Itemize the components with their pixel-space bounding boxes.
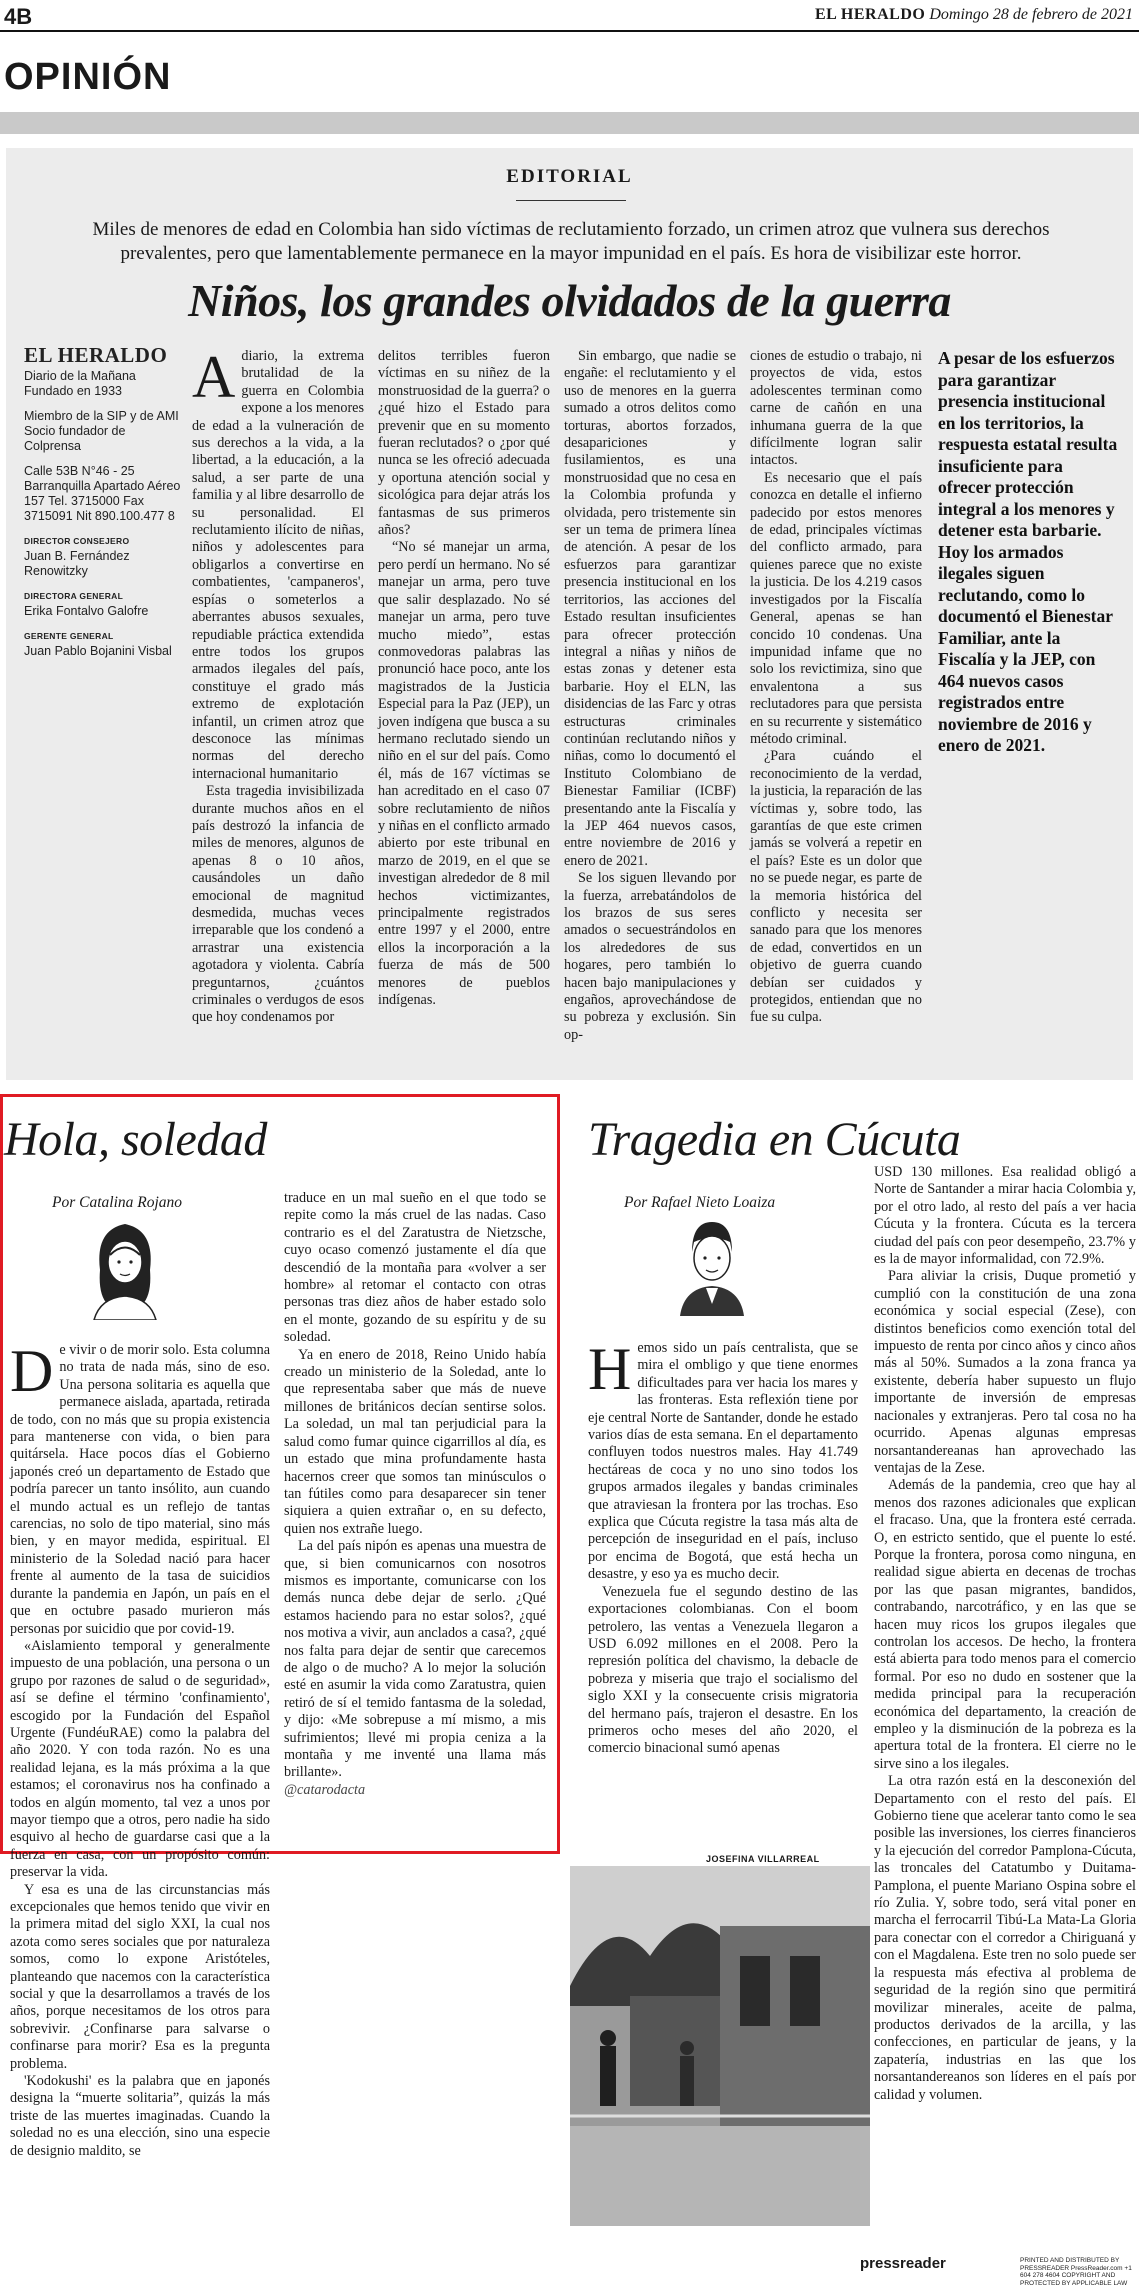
paper-name: EL HERALDO xyxy=(814,6,926,23)
editorial-body xyxy=(192,344,924,1068)
staff-address: Calle 53B N°46 - 25 Barranquilla Apartado Aéreo 157 Tel. 3715000 Fax 3715091 Nit 890.100.477 8 xyxy=(24,464,181,523)
editorial-column-3 xyxy=(564,348,736,1044)
column-paragraph: 'Kodokushi' es la palabra que en japonés designa la “muerte solitaria”, quizás la más triste de las muertes imaginadas. Cuando la soledad no es una elección, sino una especie de designio maldito, se xyxy=(10,2073,270,2159)
editorial-paragraph: Adiario, la extrema brutalidad de la guerra en Colombia expone a los menores de edad a la vulneración de sus derechos a la vida, a la libertad, a la educación, a la salud, a ser parte de una familia y al libre desarrollo de su personalidad. El reclutamiento ilícito de niñas, niños y adolescentes para obligarlos a convertirse en combatientes, 'campaneros', espías o someterlos a aberrantes abusos sexuales, repudiable práctica extendida entre todos los grupos armados ilegales del país, constituye el grado más extremo de explotación infantil, un crimen atroz que desconoce las mínimas normas del derecho internacional humanitario xyxy=(192,344,364,782)
masthead-dateline xyxy=(815,6,1133,24)
street-photo xyxy=(570,1866,870,2226)
column-paragraph: Además de la pandemia, creo que hay al menos dos razones adicionales que explican el fracaso. Una, que la frontera esté cerrada. O, en estricto sentido, que el puente lo esté. Porque la frontera, porosa como ninguna, en realidad sigue abierta en decenas de trochas por las que pasan migrantes, bandidos, contrabando, narcotráfico, y en las que se hacen muy ricos los grupos ilegales que controlan los accesos. De hecho, la frontera está abierta para todo menos para el comercio formal. Por eso no dudo en sostener que la medida principal para la recuperación económica del departamento, la creación de empleo y la disminución de la pobreza es la apertura total de la frontera. El cierre no le sirve sino a los ilegales. xyxy=(874,1477,1136,1772)
photo-credit: JOSEFINA VILLARREAL xyxy=(706,1854,820,1864)
manager-label: GERENTE GENERAL xyxy=(24,631,114,641)
column-paragraph: traduce en un mal sueño en el que todo se repite como la más cruel de las nadas. Caso contrario es el del Zaratustra de Nietzsche, cuyo ocaso comenzó justamente el día que descendió de la montaña para «volver a ser hombre» al retomar el contacto con otras personas tras diez años de haber estado solo en el monte, gozando de su espíritu y de su soledad. xyxy=(284,1190,546,1346)
column-paragraph: USD 130 millones. Esa realidad obligó a Norte de Santander a mirar hacia Colombia y, por el otro lado, al resto del país a ver hacia Cúcuta y la frontera. Cúcuta es la tercera ciudad del país con peor desempeño, 23.7% y es la de mayor informalidad, con 72.9%. xyxy=(874,1164,1136,1268)
staff-founding: Diario de la Mañana Fundado en 1933 xyxy=(24,369,136,398)
staff-membership: Miembro de la SIP y de AMI Socio fundador de Colprensa xyxy=(24,409,179,453)
editorial-paragraph: Sin embargo, que nadie se engañe: el reclutamiento y el uso de menores en la guerra sumado a otros delitos como torturas, abortos forzados, desapariciones y fusilamientos, es una monstruosidad que no cesa en la Colombia profunda y olvidada, pero tristemente sin ser un tema de primera línea de atención. A pesar de los esfuerzos para garantizar presencia institucional en los territorios, las acciones del Estado resultan insuficientes para ofrecer protección integral a niñas y niños de estas zonas y detener esta barbarie. Hoy el ELN, las disidencias de las Farc y otras estructuras criminales continúan reclutando niños y niñas, como lo documentó el Instituto Colombiano de Bienestar Familiar (ICBF) presentando ante la Fiscalía y la JEP 464 nuevos casos, entre noviembre de 2016 y enero de 2021. xyxy=(564,348,736,869)
editorial-paragraph: “No sé manejar un arma, pero perdí un hermano. No sé manejar un arma, pero tuve que salir desplazado. No sé manejar un arma, pero tuve mucho miedo”, estas conmovedoras palabras las pronunció hace poco, ante los magistrados de la Justicia Especial para la Paz (JEP), un joven indígena que busca a su hermano reclutado siendo un niño en el sur del país. Como él, más de 167 víctimas se han acreditado en el caso 07 sobre reclutamiento de niños y niñas en el conflicto armado abierto por este tribunal en marzo de 2019, en el que se investigan alrededor de 8 mil hechos victimizantes, principalmente registrados entre 1997 y el 2000, entre ellos la incorporación a la fuerza de más de 500 menores de pueblos indígenas. xyxy=(378,539,550,1009)
editorial-paragraph: ¿Para cuándo el reconocimiento de la verdad, la justicia, la reparación de las víctimas y, sobre todo, las garantías de que este crimen jamás se volverá a repetir en el país? Este es un dolor que no se puede negar, es parte de la memoria histórica del conflicto y necesita ser sanado para que los menores de edad, convertidos en un objetivo de guerra cuando debían ser cuidados y protegidos, entiendan que no fue su culpa. xyxy=(750,748,922,1026)
editorial-column-2 xyxy=(378,348,550,1009)
column-left-body-1 xyxy=(10,1338,270,2160)
column-paragraph: La del país nipón es apenas una muestra de que, si bien comunicarnos con nosotros mismos es importante, comunicarse con los demás nunca debe dejar de serlo. ¿Qué estamos haciendo para no estar solos?, ¿qué nos motiva a vivir, aun anclados a casa?, ¿qué nos falta para dejar de sentir que carecemos de algo o de mucho? A lo mejor la solución esté en asumir la vida como Zaratustra, quien retiró de sí el temido fantasma de la soledad, y dijo: «Me sobrepuse a mí mismo, a mis sufrimientos; llevé mi propia ceniza a la montaña y me inventé una llama más brillante». xyxy=(284,1538,546,1781)
column-paragraph: Ya en enero de 2018, Reino Unido había creado un ministerio de la Soledad, ante lo que representaba saber que más de nueve millones de británicos decían sentirse solos. La soledad, un mal tan perjudicial para la salud como fumar quince cigarrillos al día, es un estado que mina profundamente hasta hacernos creer que somos tan minúsculos o tan fútiles como para desaparecer sin tener siquiera a quien extrañar o, en su defecto, quien nos extrañe luego. xyxy=(284,1346,546,1537)
editorial-headline: Niños, los grandes olvidados de la guerra xyxy=(188,275,951,326)
section-divider xyxy=(0,112,1139,134)
editorial-box xyxy=(6,148,1133,1080)
editorial-paragraph: ciones de estudio o trabajo, ni proyectos de vida, estos adolescentes terminan como carne de cañón en una inhumana guerra de la que difícilmente logran salir intactos. xyxy=(750,348,922,469)
editorial-label: EDITORIAL xyxy=(506,166,633,187)
column-paragraph: Para aliviar la crisis, Duque prometió y cumplió con la constitución de una zona económica y social especial (Zese), con distintos beneficios como exención total del impuesto de renta por cinco años y cinco años más al 50%. Sumados a la zona franca ya existente, debería haber supuesto un flujo importante de inversión de empresas nacionales y extranjeras. Pero tal cosa no ha ocurrido. Apenas algunas empresas norsantandereanas han aprovechado las ventajas de la Zese. xyxy=(874,1268,1136,1476)
column-paragraph: «Aislamiento temporal y generalmente impuesto de una población, una persona o un grupo por razones de salud o de seguridad», así se define el término 'confinamiento', escogido por la Fundación del Español Urgente (FundéuRAE) como la palabra del año 2020. Y con toda razón. No es una realidad lejana, es la más próxima a la que estamos; el coronavirus nos ha confinado a todos en algún momento, tal vez a unos por mayor tiempo que a otros, pero nadie ha sido esquivo al hecho de guardarse casi que a la fuerza en casa, con un propósito común: preservar la vida. xyxy=(10,1637,270,1881)
editorial-pullquote: A pesar de los esfuerzos para garantizar presencia institucional en los territorios, la respuesta estatal resulta insuficiente para ofrecer protección integral a los menores y detener esta barbarie. Hoy los armados ilegales siguen reclutando, como lo documentó el Bienestar Familiar, ante la Fiscalía y la JEP, con 464 nuevos casos registrados entre noviembre de 2016 y enero de 2021. xyxy=(938,348,1118,755)
drop-cap: H xyxy=(588,1336,632,1402)
editorial-paragraph: Es necesario que el país conozca en detalle el infierno padecido por estos menores de edad, principales víctimas del conflicto armado, para quienes parece que no existe la justicia. De los 4.219 casos investigados por la Fiscalía General, apenas se han concido 10 condenas. Una impunidad infame que no solo los revictimiza, sino que envalentona a sus reclutadores para que persista en su recurrente y sistemático método criminal. xyxy=(750,469,922,747)
column-paragraph: Y esa es una de las circunstancias más excepcionales que hemos tenido que vivir en la primera mitad del siglo XXI, la cual nos azota como seres sociales que por naturaleza somos, como lo expone Aristóteles, planteando que nacemos con la característica social y que la desarrollamos a través de los años, porque necesitamos de los otros para sobrevivir. ¿Confinarse para salvarse o confinarse para morir? Esa es la pregunta problema. xyxy=(10,1881,270,2072)
column-paragraph: De vivir o de morir solo. Esta columna no trata de nada más, sino de eso. Una persona solitaria es aquella que permanece aislada, apartada, retirada de todo, con no más que su propia existencia para mantenerse con vida, o bien para quitársela. Hace pocos días el Gobierno japonés creó un departamento de Estado que podría parecer un tanto insólito, aun cuando el mundo actual es un reflejo de tantas carencias, no solo de tipo material, sino más bien, y en mayor medida, espiritual. El ministerio de la Soledad nació para hacer frente al aumento de la tasa de suicidios durante la pandemia en Japón, un país en el que en octubre pasado murieron más personas por suicidio que por covid-19. xyxy=(10,1338,270,1637)
editorial-column-1 xyxy=(192,344,364,1027)
author-portrait-left xyxy=(80,1210,170,1320)
author-handle: @catarodacta xyxy=(284,1781,366,1798)
column-paragraph: Venezuela fue el segundo destino de las exportaciones colombianas. Con el boom petrolero, las ventas a Venezuela llegaron a USD 6.092 millones en el 2008. Pero la represión política del chavismo, la debacle de pobreza y miseria que trajo el socialismo del siglo XXI y la consecuente crisis migratoria del hermano país, trajeron el desastre. En los primeros ocho meses del año 2020, el comercio binacional sumó apenas xyxy=(588,1583,858,1757)
editorial-paragraph: delitos terribles fueron víctimas en su niñez de la monstruosidad de la guerra? o ¿qué hizo el Estado para prevenir que en su momento fueran reclutados? o ¿por qué nunca se les ofreció adecuada y oportuna atención social y sicológica para dejar atrás los fantasmas de sus primeros años? xyxy=(378,348,550,539)
column-right-body-1 xyxy=(588,1336,858,1758)
section-title: OPINIÓN xyxy=(4,56,172,98)
footer-notice: PRINTED AND DISTRIBUTED BY PRESSREADER PressReader.com +1 604 278 4604 COPYRIGHT AND PROTECTED BY APPLICABLE LAW xyxy=(1020,2257,1132,2286)
footer xyxy=(860,2255,1135,2286)
column-paragraph: Hemos sido un país centralista, que se mira el ombligo y que tiene enormes dificultades para ver hacia los mares y las fronteras. Esta reflexión tiene por eje central Norte de Santander, donde he estado varios días de esta semana. En el departamento confluyen todos nuestros males. Hay 41.749 hectáreas de coca y no uno sino todos los grupos armados ilegales y bandas criminales que atraviesan la frontera por las trochas. Eso explica que Cúcuta registre la tasa más alta de percepción de inseguridad en el país, incluso por encima de Bogotá, que está hecha un desastre, y eso ya es mucho decir. xyxy=(588,1336,858,1583)
pressreader-logo: pressreader xyxy=(860,2255,946,2272)
column-right-body-2 xyxy=(874,1164,1136,2104)
editorial-rule xyxy=(516,200,626,201)
staff-brand: EL HERALDO xyxy=(24,343,168,367)
column-title-left: Hola, soledad xyxy=(4,1113,267,1166)
editorial-paragraph: Se los siguen llevando por la fuerza, arrebatándolos de los brazos de sus seres amados o secuestrándolos en los alrededores de sus hogares, pero también lo hacen bajo manipulaciones y engaños, aprovechándose de su pobreza y exclusión. Sin op- xyxy=(564,870,736,1043)
director-name: Juan B. Fernández Renowitzky xyxy=(24,549,130,578)
manager-name: Juan Pablo Bojanini Visbal xyxy=(24,644,172,658)
page-number: 4B xyxy=(4,4,33,29)
column-paragraph: La otra razón está en la desconexión del Departamento con el resto del país. El Gobierno tiene que acelerar tanto como le sea posible las inversiones, los cierres financieros y la ejecución del corredor Pamplona-Cúcuta, las troncales del Catatumbo y Duitama-Pamplona, el puente Mariano Ospina sobre el río Zulia. Y, sobre todo, será vital poner en marcha el ferrocarril Tibú-La Mata-La Gloria para conectar con el corredor a Chiriguaná y con el Magdalena. Este tren no solo puede ser la respuesta más efectiva al problema de seguridad de la región sino que permitirá movilizar minerales, aceite de palma, productos derivados de la arcilla, y las confecciones, en particular de jeans, y la zapatería, industrias en las que los norsantandereanos son líderes en el país por calidad y volumen. xyxy=(874,1773,1136,2103)
byline-left: Por Catalina Rojano xyxy=(52,1194,183,1211)
director-label: DIRECTOR CONSEJERO xyxy=(24,536,130,546)
drop-cap: A xyxy=(192,344,236,410)
editorial-deck: Miles de menores de edad en Colombia han sido víctimas de reclutamiento forzado, un crimen atroz que vulnera sus derechos prevalentes, pero que lamentablemente permanece en la mayor impunidad en el país. Es hora de visibilizar este horror. xyxy=(92,219,1050,264)
editorial-column-4 xyxy=(750,348,922,1027)
drop-cap: D xyxy=(10,1338,54,1404)
staff-box xyxy=(24,343,184,665)
column-title-right: Tragedia en Cúcuta xyxy=(588,1113,961,1166)
column-left-body-2 xyxy=(284,1190,546,1799)
author-portrait-right xyxy=(672,1212,752,1316)
director-general-name: Erika Fontalvo Galofre xyxy=(24,604,149,618)
byline-right: Por Rafael Nieto Loaiza xyxy=(624,1194,776,1211)
page-header xyxy=(0,0,1139,32)
editorial-paragraph: Esta tragedia invisibilizada durante muchos años en el país destrozó la infancia de miles de menores, algunos de apenas 8 o 10 años, causándoles un daño emocional de magnitud desmedida, muchas veces irreparable que los condenó a arrastrar una existencia agotadora y violenta. Cabría preguntarnos, ¿cuántos criminales o verdugos de esos que hoy condenamos por xyxy=(192,783,364,1026)
director-general-label: DIRECTORA GENERAL xyxy=(24,591,124,601)
issue-date: Domingo 28 de febrero de 2021 xyxy=(929,6,1133,23)
